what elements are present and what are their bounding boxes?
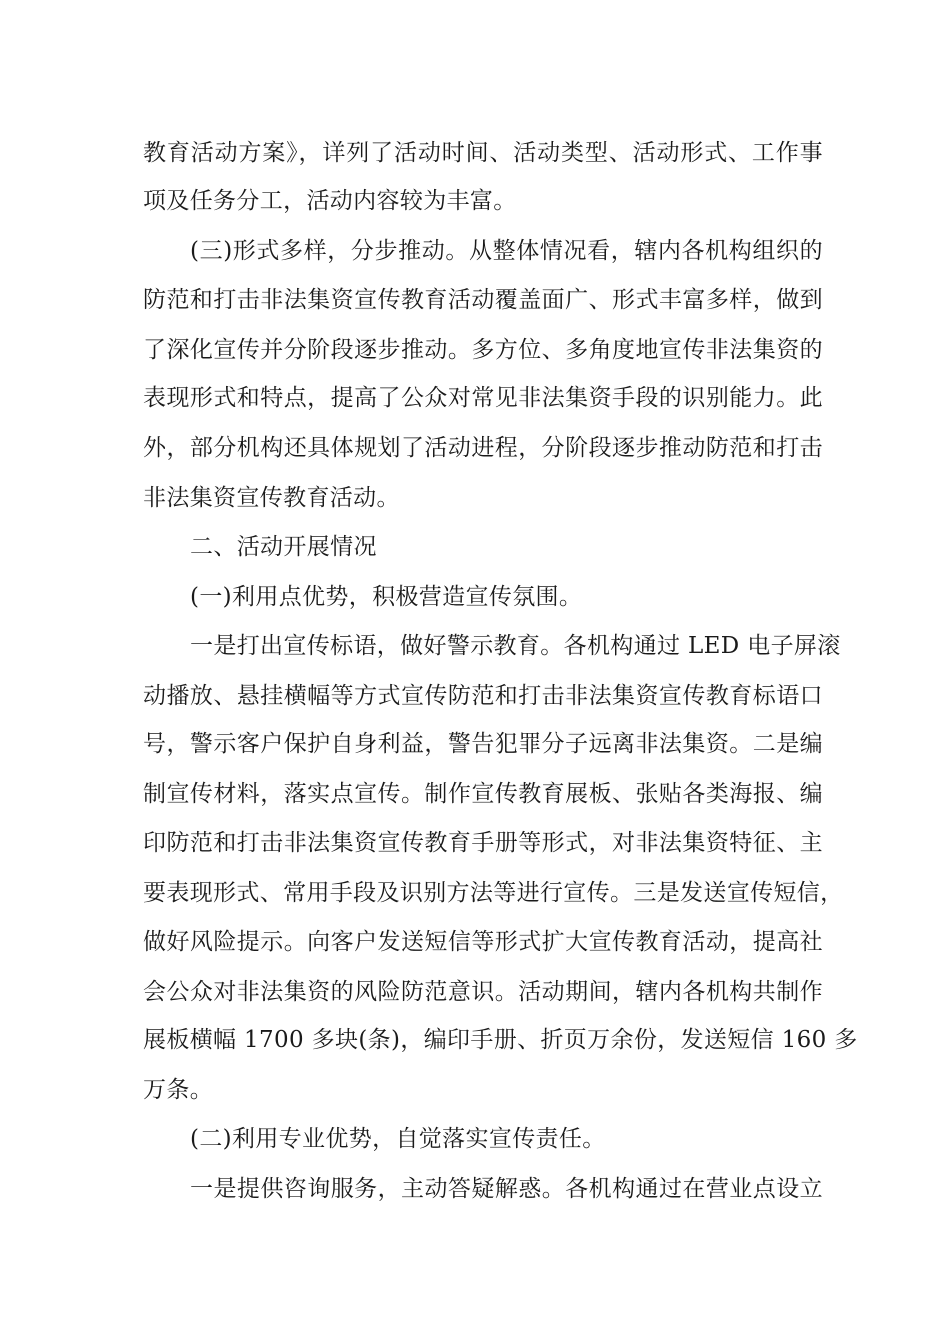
text-line-15: 印防范和打击非法集资宣传教育手册等形式，对非法集资特征、主 xyxy=(143,830,823,856)
text-line-18: 会公众对非法集资的风险防范意识。活动期间，辖内各机构共制作 xyxy=(143,979,823,1005)
text-line-7: 外，部分机构还具体规划了活动进程，分阶段逐步推动防范和打击 xyxy=(143,435,823,461)
text-line-4: 防范和打击非法集资宣传教育活动覆盖面广、形式丰富多样，做到 xyxy=(143,287,823,313)
section-heading-2: 二、活动开展情况 xyxy=(190,534,377,560)
text-line-22: 一是提供咨询服务，主动答疑解惑。各机构通过在营业点设立 xyxy=(190,1176,823,1202)
text-line-8: 非法集资宣传教育活动。 xyxy=(143,485,400,511)
text-line-19: 展板横幅 1700 多块(条)，编印手册、折页万余份，发送短信 160 多 xyxy=(143,1027,858,1053)
text-line-5: 了深化宣传并分阶段逐步推动。多方位、多角度地宣传非法集资的 xyxy=(143,337,823,363)
subsection-heading-2: (二)利用专业优势，自觉落实宣传责任。 xyxy=(190,1126,606,1152)
subsection-heading-1: (一)利用点优势，积极营造宣传氛围。 xyxy=(190,584,583,610)
text-line-6: 表现形式和特点，提高了公众对常见非法集资手段的识别能力。此 xyxy=(143,385,823,411)
text-line-3: (三)形式多样，分步推动。从整体情况看，辖内各机构组织的 xyxy=(190,238,823,264)
text-line-20: 万条。 xyxy=(143,1077,214,1103)
text-line-17: 做好风险提示。向客户发送短信等形式扩大宣传教育活动，提高社 xyxy=(143,929,823,955)
text-line-2: 项及任务分工，活动内容较为丰富。 xyxy=(143,188,517,214)
text-line-11: 一是打出宣传标语，做好警示教育。各机构通过 LED 电子屏滚 xyxy=(190,633,841,659)
text-line-13: 号，警示客户保护自身利益，警告犯罪分子远离非法集资。二是编 xyxy=(143,731,823,757)
text-line-14: 制宣传材料，落实点宣传。制作宣传教育展板、张贴各类海报、编 xyxy=(143,781,823,807)
text-line-1: 教育活动方案》，详列了活动时间、活动类型、活动形式、工作事 xyxy=(143,140,823,166)
text-line-12: 动播放、悬挂横幅等方式宣传防范和打击非法集资宣传教育标语口 xyxy=(143,683,823,709)
text-line-16: 要表现形式、常用手段及识别方法等进行宣传。三是发送宣传短信， xyxy=(143,880,844,906)
